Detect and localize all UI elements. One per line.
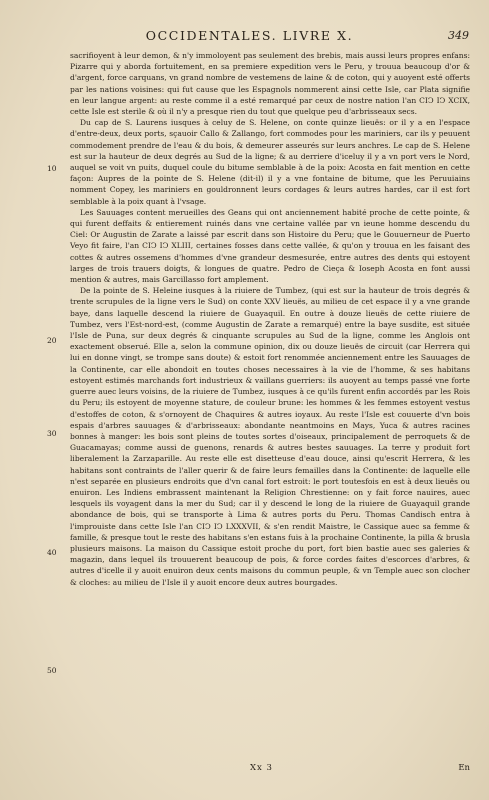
signature-mark: Xx 3 <box>250 763 273 773</box>
page-header <box>70 28 469 44</box>
paragraph: sacrifioyent à leur demon, & n'y immoloyent pas seulement des brebis, mais aussi leurs propres enfans: Pizarre qui y aborda fortuitement, en sa premiere expedition vers le Peru, y trouua beaucoup d'or & d'argent, force carquans, vn grand nombre de vestemens de laine & de coton, qui y auoyent esté offerts par les nations voisines: qui fut cause que les Espagnols nommerent ainsi cette Isle, car Plata signifie en leur langue argent: au reste comme il a esté remarqué par ceux de nostre nation l'an CIↃ IↃ XCIX, cette Isle est sterile & où il n'y a presque rien du tout que quelque peu d'arbrisseaux secs. <box>70 51 470 117</box>
page-footer <box>70 763 470 777</box>
paragraph: Du cap de S. Laurens iusques à celuy de S. Helene, on conte quinze lieuës: or il y a en l'espace d'entre-deux, deux ports, sçauoir Callo & Zallango, fort commodes pour les mariniers, car ils y peuuent commodement prendre de l'eau & du bois, & demeurer asseurés sur leurs anchres. Le cap de S. Helene est sur la hauteur de deux degrés au Sud de la ligne; & au derriere d'iceluy il y a vn port vers le Nord, auquel se voit vn puits, duquel coule du bitume semblable à de la poix: Acosta en fait mention en cette façon: Aupres de la pointe de S. Helene (dit-il) il y a vne fontaine de bitume, que les Peruuiains nomment Copey, les mariniers en gouldronnent leurs cordages & leurs autres hardes, car il est fort semblable à la poix quant à l'vsage. <box>70 118 470 206</box>
line-number-margin <box>0 0 70 800</box>
paragraph: Les Sauuages content merueilles des Geans qui ont anciennement habité proche de cette pointe, & qui furent deffaits & entierement ruinés dans vne certaine vallée par vn ieune homme descendu du Ciel: Or Augustin de Zarate a laissé par escrit dans son Histoire du Peru; que le Gouuerneur de Puerto Veyo fit faire, l'an CIↃ IↃ XLIII, certaines fosses dans cette vallée, & qu'on y trouua en les faisant des cottes & autres ossemens d'hommes d'vne grandeur desmesurée, entre autres des dents qui estoyent larges de trois trauers doigts, & longues de quatre. Pedro de Cieça & Ioseph Acosta en font aussi mention & autres, mais Garcillasso fort amplement. <box>70 207 470 285</box>
running-head: OCCIDENTALES. LIVRE X. <box>145 28 354 43</box>
line-number: 50 <box>47 666 57 675</box>
line-number: 40 <box>47 548 57 557</box>
paragraph: De la pointe de S. Heleine iusques à la riuiere de Tumbez, (qui est sur la hauteur de trois degrés & trente scrupules de la ligne vers le Sud) on conte XXV lieuës, au milieu de cet espace il y a vne grande baye, dans laquelle descend la riuiere de Guayaquil. En outre à douze lieuës de cette riuiere de Tumbez, vers l'Est-nord-est, (comme Augustin de Zarate a remarqué) entre la baye susdite, est située l'Isle de Puna, sur deux degrés & cinquante scrupules au Sud de la ligne, comme les Anglois ont exactement obserué. Elle a, selon la commune opinion, dix ou douze lieuës de circuit (car Herrera qui lui en donne vingt, se trompe sans doute) & estoit fort renommée anciennement entre les Sauuages de la Continente, car elle abondoit en toutes choses necessaires à la vie de l'homme, & ses habitans estoyent estimés marchands fort industrieux & vaillans guerriers: ils auoyent au temps passé vne forte guerre auec leurs voisins, de la riuiere de Tumbez, iusques à ce qu'ils furent enfin accordés par les Rois du Peru; ils estoyent de moyenne stature, de couleur brune: les hommes & les femmes estoyent vestus d'estoffes de coton, & s'ornoyent de Chaquires & autres ioyaux. Au reste l'Isle est couuerte d'vn bois espais d'arbres sauuages & d'arbrisseaux: abondante neantmoins en Mays, Yuca & autres racines bonnes à manger: les bois sont pleins de toutes sortes d'oiseaux, principalement de perroquets & de Guacamayas; comme aussi de guenons, renards & autres bestes sauuages. La terre y produit fort liberalement la Zarzaparille. Au reste elle est disetteuse d'eau douce, ainsi qu'escrit Herrera, & les habitans sont contraints de l'aller querir & de faire leurs femailles dans la Continente: de laquelle elle n'est separée en plusieurs endroits que d'vn canal fort estroit: le port toutesfois en est à deux lieuës ou enuiron. Les Indiens embrassent maintenant la Religion Chrestienne: on y fait force nauires, auec lesquels ils voyagent dans la mer du Sud; car il y descend le long de la riuiere de Guayaquil grande abondance de bois, qui se transporte à Lima & autres ports du Peru. Thomas Candisch entra à l'improuiste dans cette Isle l'an CIↃ IↃ LXXXVII, & s'en rendit Maistre, le Cassique auec sa femme & famille, & presque tout le reste des habitans s'en estans fuis à la prochaine Continente, la pilla & brusla plusieurs maisons. La maison du Cassique estoit proche du port, fort bien bastie auec ses galeries & magazin, dans lequel ils trouuerent beaucoup de pois, & force cordes faites d'escorces d'arbres, & autres d'icelle il y auoit enuiron deux cents maisons du commun peuple, & vn Temple auec son clocher & cloches: au milieu de l'Isle il y auoit encore deux autres bourgades. <box>70 286 470 587</box>
page-number: 349 <box>448 29 469 42</box>
body-text <box>70 50 470 588</box>
line-number: 20 <box>47 336 57 345</box>
line-number: 10 <box>47 164 57 173</box>
catchword: En <box>458 763 470 773</box>
line-number: 30 <box>47 429 57 438</box>
